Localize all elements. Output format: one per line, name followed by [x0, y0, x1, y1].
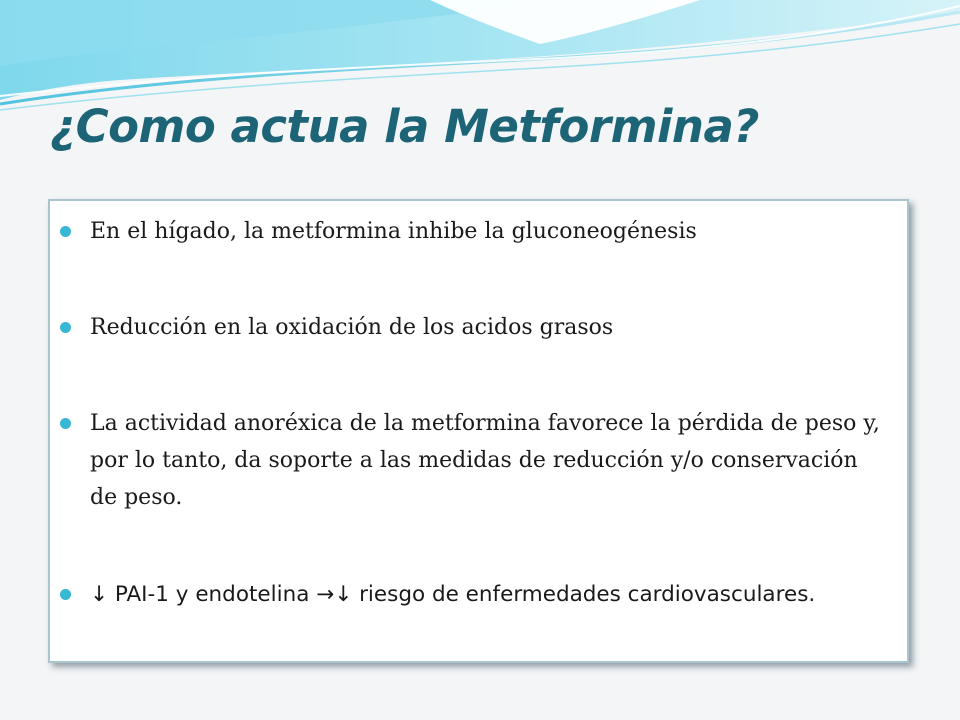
- bullet-text: En el hígado, la metformina inhibe la gluconeogénesis: [90, 219, 697, 244]
- bullet-text: La actividad anoréxica de la metformina favorece la pérdida de peso y, por lo tanto, da soporte a las medidas de reducción y/o conservación de peso.: [90, 411, 880, 510]
- bullet-marker-icon: [60, 322, 71, 333]
- content-box: [48, 199, 909, 663]
- bullet-text: ↓ PAI-1 y endotelina →↓ riesgo de enfermedades cardiovasculares.: [90, 582, 816, 607]
- bullet-text: Reducción en la oxidación de los acidos grasos: [90, 315, 614, 340]
- bullet-marker-icon: [60, 589, 71, 600]
- slide-title: ¿Como actua la Metformina?: [50, 100, 759, 153]
- bullet-marker-icon: [60, 226, 71, 237]
- bullet-marker-icon: [60, 418, 71, 429]
